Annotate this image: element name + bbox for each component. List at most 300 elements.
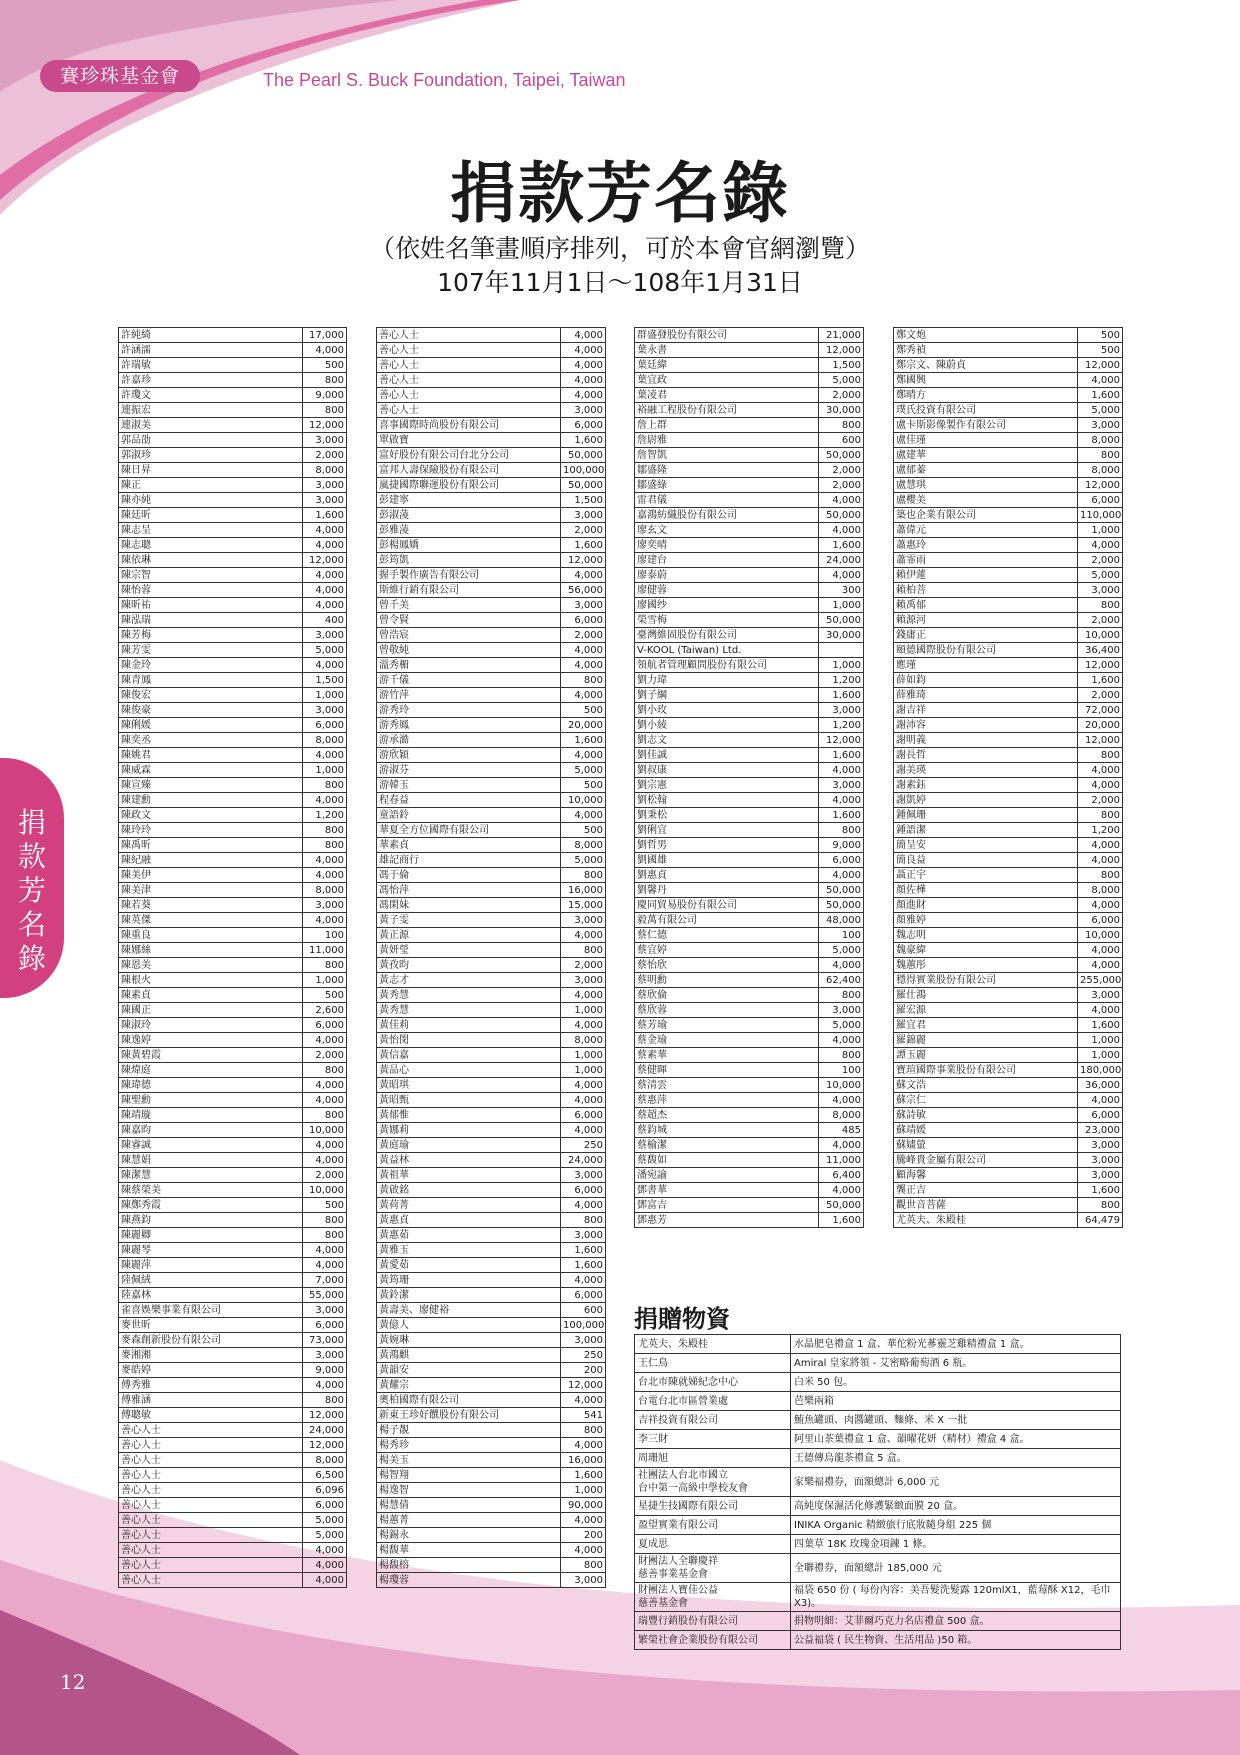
- donor-row: [377, 628, 606, 643]
- donor-row: [635, 1168, 864, 1183]
- donation-amount: 3,000: [561, 913, 606, 928]
- donation-amount: 10,000: [303, 1183, 347, 1198]
- donation-amount: 2,000: [1078, 793, 1123, 808]
- donation-amount: 3,000: [561, 1573, 606, 1588]
- goods-row: [635, 1430, 1121, 1449]
- donor-row: [377, 1258, 606, 1273]
- donor-name: 陳俊豪: [119, 703, 303, 718]
- donor-row: [635, 613, 864, 628]
- donor-name: 陳青鳳: [119, 673, 303, 688]
- donor-name: 黃耀宗: [377, 1378, 561, 1393]
- donor-name: 善心人士: [377, 403, 561, 418]
- donor-row: [377, 1378, 606, 1393]
- donation-amount: 1,200: [819, 673, 864, 688]
- donation-amount: 800: [819, 1048, 864, 1063]
- donation-amount: 4,000: [303, 1258, 347, 1273]
- donor-name: 蔡宜婷: [635, 943, 819, 958]
- donation-amount: 4,000: [1078, 373, 1123, 388]
- donor-name: 黃荷菁: [377, 1198, 561, 1213]
- donor-name: 馮于倫: [377, 868, 561, 883]
- donor-name: 黃惠貞: [377, 1213, 561, 1228]
- donor-name: 善心人士: [377, 358, 561, 373]
- donor-name: 蔡健暉: [635, 1063, 819, 1078]
- donor-row: [377, 778, 606, 793]
- donation-amount: 8,000: [303, 733, 347, 748]
- donor-table-1: [118, 327, 347, 1588]
- donation-amount: 55,000: [303, 1288, 347, 1303]
- donor-row: [894, 1048, 1123, 1063]
- donor-name: 楊子靚: [377, 1423, 561, 1438]
- donor-row: [377, 1063, 606, 1078]
- donor-row: [119, 1408, 347, 1423]
- donation-amount: 3,000: [1078, 1168, 1123, 1183]
- donor-row: [119, 523, 347, 538]
- donor-row: [635, 448, 864, 463]
- donor-name: 羅仕鴻: [894, 988, 1078, 1003]
- donation-amount: 62,400: [819, 973, 864, 988]
- donation-amount: 300: [819, 583, 864, 598]
- donation-amount: 500: [1078, 343, 1123, 358]
- donor-name: 潘宛諭: [635, 1168, 819, 1183]
- donor-row: [635, 1153, 864, 1168]
- donor-row: [894, 1183, 1123, 1198]
- donor-row: [119, 1168, 347, 1183]
- goods-row: [635, 1583, 1121, 1612]
- donation-amount: 10,000: [819, 1078, 864, 1093]
- donation-amount: 800: [561, 1213, 606, 1228]
- donor-name: 黃愛茹: [377, 1258, 561, 1273]
- donor-name: 謝沛容: [894, 718, 1078, 733]
- donor-name: 鄭文炮: [894, 328, 1078, 343]
- donor-name: 譚玉麗: [894, 1048, 1078, 1063]
- donor-name: 蕭霏雨: [894, 553, 1078, 568]
- donor-row: [894, 388, 1123, 403]
- donor-name: 麥湘湘: [119, 1348, 303, 1363]
- donation-amount: 4,000: [561, 1018, 606, 1033]
- donor-row: [894, 373, 1123, 388]
- donation-amount: 12,000: [303, 553, 347, 568]
- donation-amount: 6,000: [1078, 913, 1123, 928]
- donor-row: [119, 373, 347, 388]
- donation-amount: 800: [303, 403, 347, 418]
- donor-row: [635, 808, 864, 823]
- donor-name: 陳廷昕: [119, 508, 303, 523]
- donor-row: [119, 478, 347, 493]
- donation-amount: 255,000: [1078, 973, 1123, 988]
- donor-name: 游竹萍: [377, 688, 561, 703]
- donor-row: [119, 898, 347, 913]
- donation-amount: 16,000: [561, 1453, 606, 1468]
- donor-row: [377, 1123, 606, 1138]
- donor-name: 陳國正: [119, 1003, 303, 1018]
- donor-name: 劉叔康: [635, 763, 819, 778]
- donor-row: [635, 403, 864, 418]
- donor-row: [377, 1033, 606, 1048]
- donor-name: 黃信嘉: [377, 1048, 561, 1063]
- donor-row: [377, 433, 606, 448]
- donor-row: [377, 583, 606, 598]
- donor-name: 蔡鈞城: [635, 1123, 819, 1138]
- donation-amount: 4,000: [1078, 538, 1123, 553]
- donor-name: 善心人士: [119, 1483, 303, 1498]
- donation-amount: 4,000: [561, 1123, 606, 1138]
- donation-amount: 2,000: [561, 628, 606, 643]
- donation-amount: 500: [561, 703, 606, 718]
- donation-amount: 1,600: [561, 1468, 606, 1483]
- donor-name: 葉宜政: [635, 373, 819, 388]
- donor-name: 彭雅蓤: [377, 523, 561, 538]
- donor-name: 陳逸婷: [119, 1033, 303, 1048]
- donor-row: [377, 733, 606, 748]
- side-tab-label: 捐款芳名錄: [17, 806, 46, 975]
- donor-name: 嘉鴻紡織股份有限公司: [635, 508, 819, 523]
- donation-amount: 1,600: [1078, 673, 1123, 688]
- donation-amount: 6,000: [303, 1018, 347, 1033]
- donor-row: [119, 463, 347, 478]
- donation-amount: 800: [303, 778, 347, 793]
- donor-row: [119, 1498, 347, 1513]
- donor-row: [635, 1033, 864, 1048]
- donor-row: [377, 1528, 606, 1543]
- donor-row: [377, 958, 606, 973]
- donor-name: 賴源河: [894, 613, 1078, 628]
- donor-name: 盧慧琪: [894, 478, 1078, 493]
- donor-row: [894, 598, 1123, 613]
- donor-name: 龔正吉: [894, 1183, 1078, 1198]
- donor-name: 善心人士: [119, 1573, 303, 1588]
- donor-row: [894, 1108, 1123, 1123]
- donor-row: [119, 1303, 347, 1318]
- donor-name: 廖國纱: [635, 598, 819, 613]
- donor-row: [894, 1123, 1123, 1138]
- donor-row: [635, 478, 864, 493]
- donor-name: 廖玄文: [635, 523, 819, 538]
- donation-amount: 4,000: [303, 1558, 347, 1573]
- donation-amount: 1,600: [1078, 1183, 1123, 1198]
- donor-row: [635, 733, 864, 748]
- donor-row: [119, 808, 347, 823]
- donor-name: 顧海馨: [894, 1168, 1078, 1183]
- donation-amount: 2,000: [819, 463, 864, 478]
- donor-name: 黃志才: [377, 973, 561, 988]
- donation-amount: 4,000: [1078, 838, 1123, 853]
- goods-donor: 繁榮社會企業股份有限公司: [635, 1631, 791, 1650]
- donor-row: [377, 883, 606, 898]
- goods-description: INIKA Organic 精緻旅行底妝隨身組 225 個: [791, 1516, 1121, 1535]
- donor-row: [119, 868, 347, 883]
- goods-donor: 社團法人台北市國立 台中第一高級中學校友會: [635, 1468, 791, 1497]
- donor-row: [119, 1018, 347, 1033]
- donation-amount: 800: [561, 1558, 606, 1573]
- donor-row: [377, 1288, 606, 1303]
- donor-name: 劉小玫: [635, 703, 819, 718]
- donation-amount: 1,000: [1078, 523, 1123, 538]
- donation-amount: 1,600: [1078, 388, 1123, 403]
- goods-row: [635, 1554, 1121, 1583]
- donor-row: [635, 1063, 864, 1078]
- donor-name: 鄭晴方: [894, 388, 1078, 403]
- donor-name: 楊瓊蓉: [377, 1573, 561, 1588]
- donation-amount: 4,000: [561, 358, 606, 373]
- donor-row: [635, 853, 864, 868]
- donor-name: 羅宏源: [894, 1003, 1078, 1018]
- donation-amount: 800: [561, 868, 606, 883]
- donor-row: [894, 1018, 1123, 1033]
- donor-name: 錢庸正: [894, 628, 1078, 643]
- donation-amount: 1,600: [561, 538, 606, 553]
- donation-amount: 1,600: [819, 748, 864, 763]
- donor-row: [894, 328, 1123, 343]
- donor-name: 握手製作廣告有限公司: [377, 568, 561, 583]
- donation-amount: 500: [1078, 328, 1123, 343]
- donor-name: 騰峰貴金屬有限公司: [894, 1153, 1078, 1168]
- donor-name: 黃秀慧: [377, 988, 561, 1003]
- donor-row: [119, 343, 347, 358]
- donor-name: 劉小綾: [635, 718, 819, 733]
- donation-amount: 3,000: [303, 493, 347, 508]
- donation-amount: 100,000: [561, 1318, 606, 1333]
- donor-row: [119, 748, 347, 763]
- donation-amount: 800: [561, 673, 606, 688]
- donor-row: [894, 343, 1123, 358]
- donor-row: [377, 1168, 606, 1183]
- donation-amount: 3,000: [303, 1303, 347, 1318]
- donor-name: 蔡素華: [635, 1048, 819, 1063]
- donation-amount: 4,000: [561, 643, 606, 658]
- donor-name: 葉永書: [635, 343, 819, 358]
- goods-row: [635, 1373, 1121, 1392]
- donor-name: 黃婉琳: [377, 1333, 561, 1348]
- donor-row: [377, 568, 606, 583]
- donation-amount: 800: [303, 1213, 347, 1228]
- donation-amount: 4,000: [303, 1033, 347, 1048]
- donation-amount: 6,000: [819, 853, 864, 868]
- donor-row: [377, 343, 606, 358]
- donor-row: [894, 1033, 1123, 1048]
- donor-name: 謝長哲: [894, 748, 1078, 763]
- donor-name: 馮怡萍: [377, 883, 561, 898]
- donation-amount: 4,000: [561, 928, 606, 943]
- donor-name: 劉俐宜: [635, 823, 819, 838]
- donor-row: [377, 1543, 606, 1558]
- donation-amount: 800: [303, 1393, 347, 1408]
- donor-row: [377, 1018, 606, 1033]
- donor-row: [119, 1228, 347, 1243]
- donation-amount: 4,000: [561, 1078, 606, 1093]
- donor-name: 魏蕙彤: [894, 958, 1078, 973]
- donation-amount: 8,000: [303, 1453, 347, 1468]
- donation-amount: 4,000: [561, 388, 606, 403]
- donor-row: [119, 328, 347, 343]
- donor-row: [894, 1138, 1123, 1153]
- donation-amount: 800: [561, 1423, 606, 1438]
- donation-amount: 12,000: [303, 418, 347, 433]
- donor-name: 陳英傑: [119, 913, 303, 928]
- donor-row: [377, 1408, 606, 1423]
- donor-name: 曾千美: [377, 598, 561, 613]
- donor-row: [119, 1453, 347, 1468]
- donation-amount: 4,000: [1078, 763, 1123, 778]
- donation-amount: 3,000: [561, 508, 606, 523]
- donor-row: [377, 838, 606, 853]
- donor-name: 詹智凱: [635, 448, 819, 463]
- donor-name: 劉秉松: [635, 808, 819, 823]
- donation-amount: 800: [303, 823, 347, 838]
- donation-amount: 200: [561, 1528, 606, 1543]
- donation-amount: 12,000: [303, 1438, 347, 1453]
- donor-name: 善心人士: [377, 343, 561, 358]
- donor-name: 斯維行銷有限公司: [377, 583, 561, 598]
- donation-amount: 4,000: [819, 868, 864, 883]
- goods-donor: 星捷生技國際有限公司: [635, 1497, 791, 1516]
- donation-amount: 4,000: [303, 1378, 347, 1393]
- donor-row: [894, 688, 1123, 703]
- donor-name: 鍾語潔: [894, 823, 1078, 838]
- donor-row: [635, 1183, 864, 1198]
- donation-amount: 3,000: [561, 973, 606, 988]
- donor-row: [635, 1003, 864, 1018]
- donor-row: [635, 388, 864, 403]
- donor-name: 善心人士: [119, 1468, 303, 1483]
- donor-row: [377, 988, 606, 1003]
- donation-amount: 7,000: [303, 1273, 347, 1288]
- donor-name: 黃筠珊: [377, 1273, 561, 1288]
- donor-name: 盧郁蓁: [894, 463, 1078, 478]
- donation-amount: 100: [819, 928, 864, 943]
- donor-name: 陳恩美: [119, 958, 303, 973]
- donor-name: 頤德國際股份有限公司: [894, 643, 1078, 658]
- donor-row: [119, 973, 347, 988]
- donor-row: [119, 943, 347, 958]
- donation-amount: 1,600: [561, 733, 606, 748]
- donor-name: 觀世音菩薩: [894, 1198, 1078, 1213]
- donation-amount: 5,000: [1078, 403, 1123, 418]
- donor-name: 謝明義: [894, 733, 1078, 748]
- donor-name: 郭淑珍: [119, 448, 303, 463]
- donor-name: 陳潔慧: [119, 1168, 303, 1183]
- donation-amount: 1,500: [819, 358, 864, 373]
- donor-row: [894, 1198, 1123, 1213]
- donor-row: [377, 1558, 606, 1573]
- donor-row: [377, 523, 606, 538]
- donor-row: [119, 493, 347, 508]
- donor-name: 麥皓婷: [119, 1363, 303, 1378]
- donated-goods-table: [634, 1334, 1121, 1650]
- donation-amount: 2,000: [561, 523, 606, 538]
- donation-amount: 4,000: [561, 568, 606, 583]
- donor-name: 蔡欣蓉: [635, 1003, 819, 1018]
- donation-amount: 4,000: [561, 1198, 606, 1213]
- donation-amount: 90,000: [561, 1498, 606, 1513]
- donation-amount: 1,600: [1078, 1018, 1123, 1033]
- donor-row: [119, 1063, 347, 1078]
- donation-amount: 3,000: [303, 898, 347, 913]
- donor-name: 劉惠貞: [635, 868, 819, 883]
- donor-name: 盧佳瑾: [894, 433, 1078, 448]
- donation-amount: 5,000: [303, 643, 347, 658]
- donation-amount: 4,000: [303, 748, 347, 763]
- donor-name: 盧櫻美: [894, 493, 1078, 508]
- donor-row: [635, 1198, 864, 1213]
- donor-row: [119, 1243, 347, 1258]
- donor-row: [894, 673, 1123, 688]
- donation-amount: 56,000: [561, 583, 606, 598]
- donor-name: 楊逸智: [377, 1483, 561, 1498]
- donor-name: 蘇嫿螢: [894, 1138, 1078, 1153]
- donor-name: 連振宏: [119, 403, 303, 418]
- donor-name: 陳鄭秀霞: [119, 1198, 303, 1213]
- donor-row: [635, 838, 864, 853]
- donor-row: [119, 1468, 347, 1483]
- donor-row: [119, 613, 347, 628]
- donor-name: 陳芳梅: [119, 628, 303, 643]
- goods-description: 水晶肥皂禮盒 1 盒、華佗粉光蔘靈芝雞精禮盒 1 盒。: [791, 1335, 1121, 1354]
- donor-name: 黃昭甄: [377, 1093, 561, 1108]
- donation-amount: 4,000: [561, 1438, 606, 1453]
- donor-name: 葉廷緯: [635, 358, 819, 373]
- donor-name: 富好股份有限公司台北分公司: [377, 448, 561, 463]
- donation-amount: 6,400: [819, 1168, 864, 1183]
- donor-row: [119, 1483, 347, 1498]
- donor-row: [119, 628, 347, 643]
- donation-amount: 24,000: [303, 1423, 347, 1438]
- donor-row: [377, 388, 606, 403]
- donation-amount: 4,000: [561, 808, 606, 823]
- donor-row: [119, 643, 347, 658]
- donor-row: [119, 388, 347, 403]
- donor-row: [377, 1048, 606, 1063]
- donation-amount: 1,000: [561, 1003, 606, 1018]
- donor-name: 詹尉雅: [635, 433, 819, 448]
- goods-donor: 財團法人全聯慶祥 慈善事業基金會: [635, 1554, 791, 1583]
- donation-amount: 3,000: [1078, 418, 1123, 433]
- donor-row: [377, 703, 606, 718]
- donation-amount: 5,000: [561, 853, 606, 868]
- donation-amount: 3,000: [1078, 1138, 1123, 1153]
- donor-row: [377, 493, 606, 508]
- donor-row: [894, 853, 1123, 868]
- donor-name: 黃益林: [377, 1153, 561, 1168]
- donor-name: 傅雅涵: [119, 1393, 303, 1408]
- donor-name: 蕭偉元: [894, 523, 1078, 538]
- donor-name: 廖建台: [635, 553, 819, 568]
- donor-row: [894, 823, 1123, 838]
- donor-row: [894, 478, 1123, 493]
- donation-amount: 15,000: [561, 898, 606, 913]
- donor-name: 傅聰敏: [119, 1408, 303, 1423]
- donation-amount: 5,000: [561, 763, 606, 778]
- goods-row: [635, 1411, 1121, 1430]
- donor-name: 璞氏投資有限公司: [894, 403, 1078, 418]
- donor-row: [894, 1003, 1123, 1018]
- donor-name: 謝凱婷: [894, 793, 1078, 808]
- donor-row: [119, 853, 347, 868]
- donor-row: [377, 973, 606, 988]
- donor-name: 單啟寶: [377, 433, 561, 448]
- donor-row: [894, 898, 1123, 913]
- donation-amount: 2,000: [1078, 553, 1123, 568]
- donor-row: [635, 508, 864, 523]
- donor-row: [377, 1333, 606, 1348]
- donation-amount: 4,000: [1078, 1093, 1123, 1108]
- donor-row: [635, 358, 864, 373]
- donor-row: [119, 508, 347, 523]
- donor-name: 陳宣臻: [119, 778, 303, 793]
- donor-row: [894, 403, 1123, 418]
- donor-row: [635, 343, 864, 358]
- donation-amount: 6,500: [303, 1468, 347, 1483]
- donor-row: [119, 838, 347, 853]
